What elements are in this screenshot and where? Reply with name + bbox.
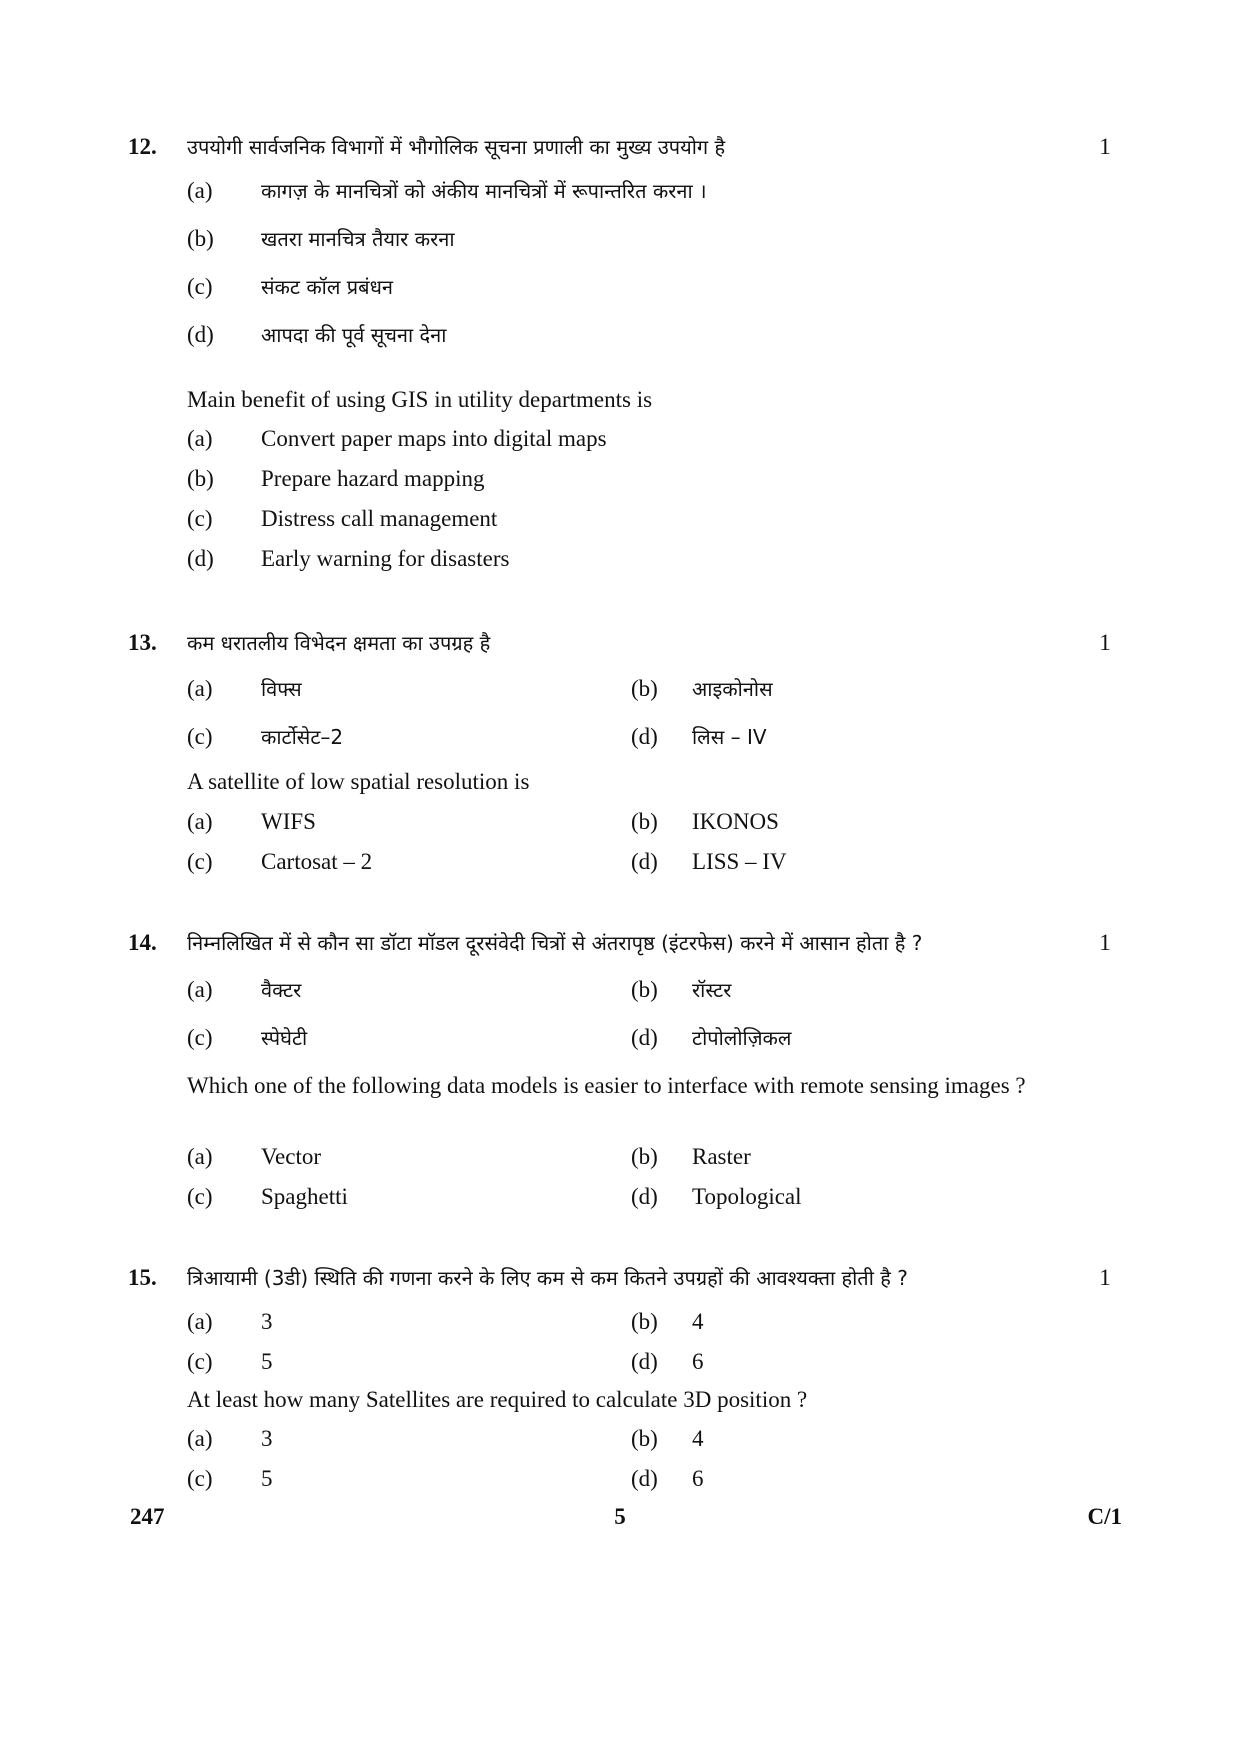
option-letter: (c) <box>187 1349 213 1374</box>
option-letter: (c) <box>187 1184 213 1209</box>
option-letter: (b) <box>631 977 658 1002</box>
option-letter: (d) <box>631 1349 658 1374</box>
option-text-english: Raster <box>692 1144 751 1169</box>
option-text-english: 5 <box>261 1466 273 1491</box>
question-text-english: Main benefit of using GIS in utility departments is <box>187 387 653 412</box>
option-text-hindi: संकट कॉल प्रबंधन <box>261 275 393 299</box>
option-letter: (b) <box>187 466 214 491</box>
option-text-english: 6 <box>692 1466 704 1491</box>
option-letter: (d) <box>631 1025 658 1050</box>
option-text-hindi: रॉस्टर <box>692 978 732 1002</box>
option-letter: (a) <box>187 1426 213 1451</box>
option-text-english: Vector <box>261 1144 322 1169</box>
option-text-hindi: वैक्टर <box>261 978 302 1002</box>
question-text-english: A satellite of low spatial resolution is <box>187 769 530 794</box>
option-text-hindi: विफ्स <box>261 677 302 701</box>
option-text-english: Cartosat – 2 <box>261 849 373 874</box>
page-number: 5 <box>614 1504 626 1529</box>
option-text-english: Topological <box>692 1184 802 1209</box>
paper-code: 247 <box>130 1504 165 1529</box>
option-text-hindi: 4 <box>692 1309 704 1334</box>
set-code: C/1 <box>1087 1504 1122 1529</box>
option-letter: (a) <box>187 977 213 1002</box>
option-letter: (d) <box>631 1466 658 1491</box>
question-text-hindi: त्रिआयामी (3डी) स्थिति की गणना करने के लिए कम से कम कितने उपग्रहों की आवश्यक्ता होती है ? <box>187 1266 908 1290</box>
question-marks: 1 <box>1099 134 1111 159</box>
option-text-hindi: लिस – IV <box>692 725 767 749</box>
option-text-english: LISS – IV <box>692 849 787 874</box>
option-letter: (b) <box>631 1144 658 1169</box>
option-text-hindi: कार्टोसेट–2 <box>261 725 344 749</box>
option-text-english: Distress call management <box>261 506 498 531</box>
question-number: 15. <box>128 1265 157 1290</box>
option-letter: (a) <box>187 426 213 451</box>
option-text-hindi: टोपोलोज़िकल <box>692 1026 792 1050</box>
option-text-hindi: खतरा मानचित्र तैयार करना <box>261 227 455 251</box>
option-text-english: 4 <box>692 1426 704 1451</box>
question-marks: 1 <box>1099 630 1111 655</box>
option-text-english: IKONOS <box>692 809 779 834</box>
question-text-hindi: निम्नलिखित में से कौन सा डॉटा मॉडल दूरसंवेदी चित्रों से अंतरापृष्ठ (इंटरफेस) करने में आसान होता है ? <box>187 931 923 955</box>
option-text-hindi: 3 <box>261 1309 273 1334</box>
option-letter: (b) <box>631 1309 658 1334</box>
option-letter: (b) <box>631 1426 658 1451</box>
option-text-english: 3 <box>261 1426 273 1451</box>
option-text-hindi: कागज़ के मानचित्रों को अंकीय मानचित्रों में रूपान्तरित करना । <box>261 179 707 203</box>
option-letter: (c) <box>187 724 213 749</box>
question-marks: 1 <box>1099 1265 1111 1290</box>
option-letter: (a) <box>187 1309 213 1334</box>
option-text-hindi: स्पेघेटी <box>261 1026 308 1050</box>
question-number: 12. <box>128 134 157 159</box>
question-text-hindi: कम धरातलीय विभेदन क्षमता का उपग्रह है <box>187 631 491 655</box>
option-text-hindi: 5 <box>261 1349 273 1374</box>
option-letter: (d) <box>631 1184 658 1209</box>
option-letter: (a) <box>187 178 213 203</box>
option-letter: (c) <box>187 1025 213 1050</box>
option-text-english: Early warning for disasters <box>261 546 510 571</box>
option-letter: (c) <box>187 1466 213 1491</box>
option-letter: (d) <box>631 849 658 874</box>
option-text-hindi: 6 <box>692 1349 704 1374</box>
option-letter: (d) <box>187 546 214 571</box>
option-letter: (b) <box>187 226 214 251</box>
option-letter: (c) <box>187 274 213 299</box>
option-letter: (a) <box>187 809 213 834</box>
option-letter: (d) <box>187 322 214 347</box>
question-marks: 1 <box>1099 930 1111 955</box>
option-text-english: Prepare hazard mapping <box>261 466 485 491</box>
question-number: 13. <box>128 630 157 655</box>
option-text-english: Spaghetti <box>261 1184 348 1209</box>
option-letter: (d) <box>631 724 658 749</box>
option-text-hindi: आपदा की पूर्व सूचना देना <box>261 323 447 347</box>
option-letter: (a) <box>187 676 213 701</box>
option-letter: (b) <box>631 809 658 834</box>
question-text-english: At least how many Satellites are required to calculate 3D position ? <box>187 1387 808 1412</box>
question-text-hindi: उपयोगी सार्वजनिक विभागों में भौगोलिक सूचना प्रणाली का मुख्य उपयोग है <box>187 135 726 159</box>
option-text-english: WIFS <box>261 809 316 834</box>
option-letter: (c) <box>187 506 213 531</box>
option-letter: (c) <box>187 849 213 874</box>
option-letter: (a) <box>187 1144 213 1169</box>
question-text-english: Which one of the following data models is easier to interface with remote sensing images ? <box>187 1073 1026 1098</box>
option-letter: (b) <box>631 676 658 701</box>
question-number: 14. <box>128 930 157 955</box>
option-text-hindi: आइकोनोस <box>692 677 773 701</box>
option-text-english: Convert paper maps into digital maps <box>261 426 607 451</box>
